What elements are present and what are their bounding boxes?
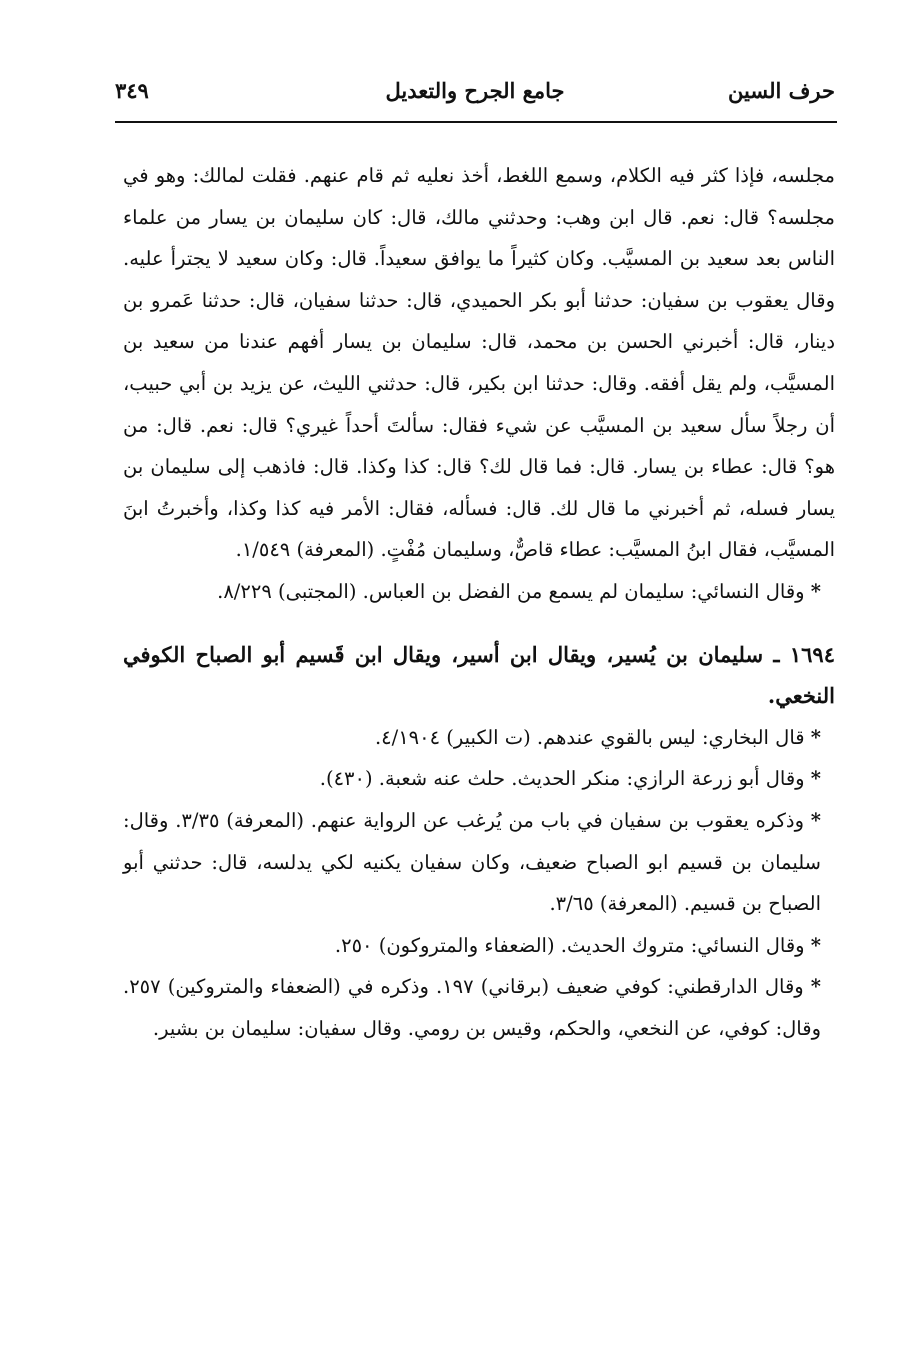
citation-paragraph — [123, 925, 835, 967]
citation-text: وقال النسائي: سليمان لم يسمع من الفضل بن العباس. (المجتبى) ٨/٢٢٩. — [217, 579, 805, 603]
citation-text: وقال الدارقطني: كوفي ضعيف (برقاني) ١٩٧. وذكره في (الضعفاء والمتروكين) ٢٥٧. وقال: كوفي، عن النخعي، والحكم، وقيس بن رومي. وقال سفيان: سليمان بن بشير. — [123, 975, 821, 1040]
citation-paragraph — [123, 571, 835, 613]
star-marker: * — [810, 808, 821, 832]
page-body — [123, 155, 835, 1049]
citation-paragraph — [123, 966, 835, 1049]
running-header — [115, 78, 835, 118]
star-marker: * — [810, 579, 821, 603]
paragraph: مجلسه، فإذا كثر فيه الكلام، وسمع اللغط، أخذ نعليه ثم قام عنهم. فقلت لمالك: وهو في مجلسه؟ قال: نعم. قال ابن وهب: وحدثني مالك، قال: كان سليمان بن يسار من علماء الناس بعد سعيد بن المسيَّب. وكان كثيراً ما يوافق سعيداً. قال: وكان سعيد لا يجترأ عليه. وقال يعقوب بن سفيان: حدثنا أبو بكر الحميدي، قال: حدثنا سفيان، قال: حدثنا عَمرو بن دينار، قال: أخبرني الحسن بن محمد، قال: سليمان بن يسار أفهم عندنا من سعيد بن المسيَّب، ولم يقل أفقه. وقال: حدثنا ابن بكير، قال: حدثني الليث، عن يزيد بن أبي حبيب، أن رجلاً سأل سعيد بن المسيَّب عن شيء فقال: سألتَ أحداً غيري؟ قال: نعم. قال: من هو؟ قال: عطاء بن يسار. قال: فما قال لك؟ قال: كذا وكذا. قال: فاذهب إلى سليمان بن يسار فسله، ثم أخبرني ما قال لك. قال: فسأله، فقال: الأمر فيه كذا وكذا، وأخبرتُ ابنَ المسيَّب، فقال ابنُ المسيَّب: عطاء قاصٌّ، وسليمان مُفْتٍ. (المعرفة) ١/٥٤٩. — [123, 164, 835, 562]
citation-paragraph — [123, 800, 835, 925]
star-marker: * — [810, 767, 821, 791]
citation-paragraph — [123, 758, 835, 800]
citation-text: وقال النسائي: متروك الحديث. (الضعفاء والمتروكون) ٢٥٠. — [334, 933, 805, 957]
star-marker: * — [810, 975, 821, 999]
citation-text: وذكره يعقوب بن سفيان في باب من يُرغب عن الرواية عنهم. (المعرفة) ٣/٣٥. وقال: سليمان بن قسيم ابو الصباح ضعيف، وكان سفيان يكنيه لكي يدلسه، قال: حدثني أبو الصباح بن قسيم. (المعرفة) ٣/٦٥. — [123, 808, 821, 916]
header-rule — [115, 121, 837, 123]
citation-paragraph — [123, 717, 835, 759]
entry-heading: ١٦٩٤ ـ سليمان بن يُسير، ويقال ابن أسير، ويقال ابن قَسيم أبو الصباح الكوفي النخعي. — [123, 641, 835, 709]
page-number: ٣٤٩ — [115, 78, 149, 103]
citation-text: وقال أبو زرعة الرازي: منكر الحديث. حلث عنه شعبة. (٤٣٠). — [319, 767, 805, 791]
star-marker: * — [810, 725, 821, 749]
citation-text: قال البخاري: ليس بالقوي عندهم. (ت الكبير) ٤/١٩٠٤. — [374, 725, 805, 749]
chapter-title: حرف السين — [728, 78, 835, 103]
section-gap — [123, 613, 835, 634]
star-marker: * — [810, 933, 821, 957]
book-title: جامع الجرح والتعديل — [385, 78, 565, 103]
